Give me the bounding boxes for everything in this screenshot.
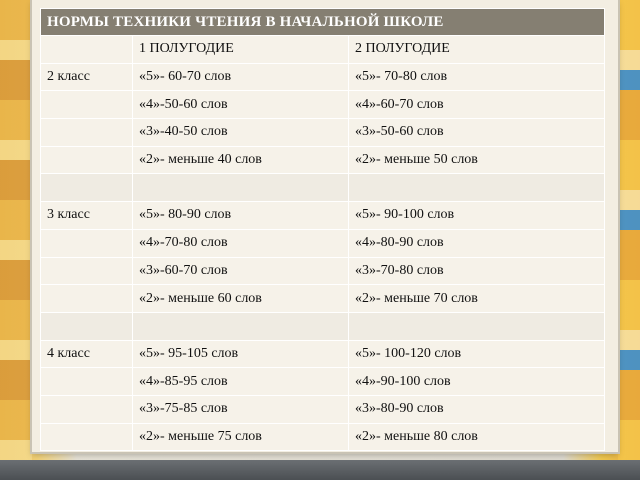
grade-cell: 4 класс [41,340,133,368]
table-title: НОРМЫ ТЕХНИКИ ЧТЕНИЯ В НАЧАЛЬНОЙ ШКОЛЕ [41,9,605,36]
first-half-cell: «2»- меньше 75 слов [133,423,349,451]
reading-norms-table [40,8,605,451]
second-half-cell: «3»-50-60 слов [349,119,605,147]
first-half-cell [133,312,349,340]
second-half-cell: «4»-90-100 слов [349,368,605,396]
table-row [41,174,605,202]
grade-cell [41,229,133,257]
first-half-cell: «4»-85-95 слов [133,368,349,396]
second-half-cell: «2»- меньше 70 слов [349,285,605,313]
first-half-cell: «5»- 80-90 слов [133,202,349,230]
second-half-cell: «5»- 70-80 слов [349,63,605,91]
table-row [41,146,605,174]
header-second-half: 2 ПОЛУГОДИЕ [349,36,605,64]
second-half-cell [349,312,605,340]
second-half-cell: «2»- меньше 80 слов [349,423,605,451]
second-half-cell: «4»-60-70 слов [349,91,605,119]
grade-cell [41,395,133,423]
grade-cell: 2 класс [41,63,133,91]
grade-cell [41,285,133,313]
second-half-cell [349,174,605,202]
first-half-cell: «2»- меньше 40 слов [133,146,349,174]
first-half-cell: «3»-40-50 слов [133,119,349,147]
table-row [41,63,605,91]
bottom-strip [0,460,640,480]
grade-cell: 3 класс [41,202,133,230]
second-half-cell: «3»-80-90 слов [349,395,605,423]
table-row [41,285,605,313]
table-row [41,91,605,119]
first-half-cell: «2»- меньше 60 слов [133,285,349,313]
left-decoration [0,0,32,480]
table-row [41,229,605,257]
table-row [41,368,605,396]
first-half-cell: «3»-60-70 слов [133,257,349,285]
table-row [41,340,605,368]
table-row [41,395,605,423]
first-half-cell: «5»- 60-70 слов [133,63,349,91]
table-row [41,119,605,147]
grade-cell [41,368,133,396]
grade-cell [41,91,133,119]
second-half-cell: «5»- 100-120 слов [349,340,605,368]
grade-cell [41,423,133,451]
second-half-cell: «4»-80-90 слов [349,229,605,257]
first-half-cell: «4»-50-60 слов [133,91,349,119]
first-half-cell: «4»-70-80 слов [133,229,349,257]
table-row [41,312,605,340]
second-half-cell: «5»- 90-100 слов [349,202,605,230]
grade-cell [41,146,133,174]
right-decoration [618,0,640,480]
table-row [41,423,605,451]
header-first-half: 1 ПОЛУГОДИЕ [133,36,349,64]
second-half-cell: «2»- меньше 50 слов [349,146,605,174]
second-half-cell: «3»-70-80 слов [349,257,605,285]
table-row [41,202,605,230]
title-row [41,9,605,36]
first-half-cell [133,174,349,202]
table-row [41,257,605,285]
grade-cell [41,312,133,340]
first-half-cell: «3»-75-85 слов [133,395,349,423]
grade-cell [41,257,133,285]
first-half-cell: «5»- 95-105 слов [133,340,349,368]
header-cell-empty [41,36,133,64]
grade-cell [41,174,133,202]
grade-cell [41,119,133,147]
header-row [41,36,605,64]
